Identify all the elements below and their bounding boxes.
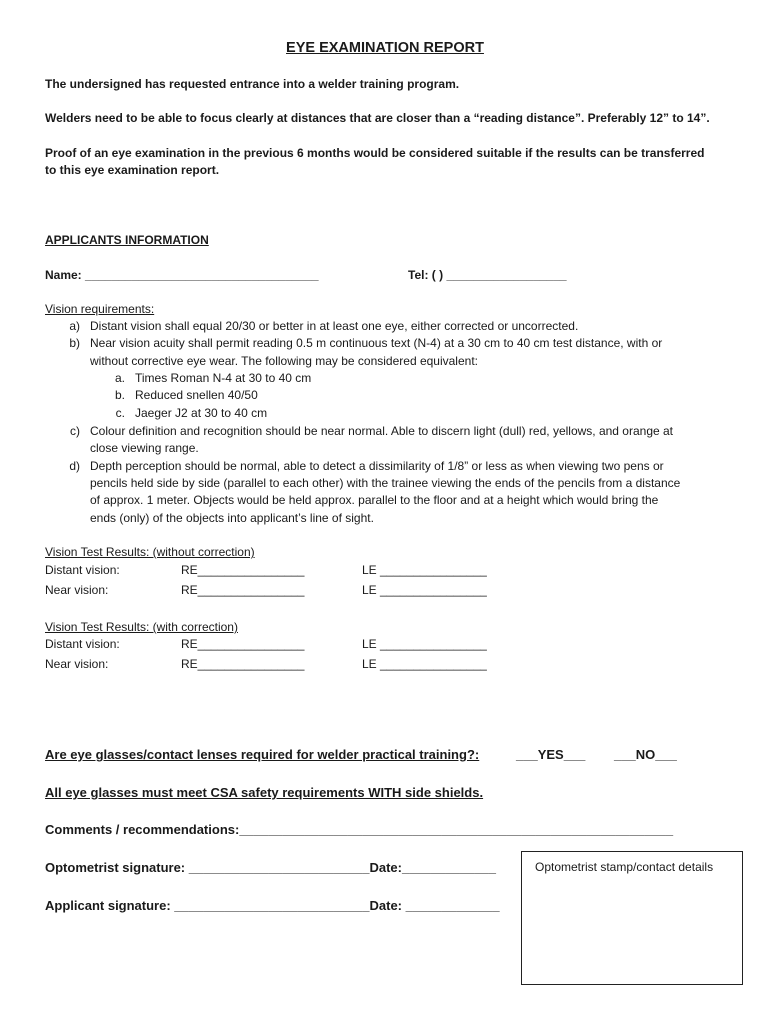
sub-item-b bbox=[45, 388, 258, 402]
near-vision-label: Near vision: bbox=[45, 583, 109, 597]
intro-line-3: Proof of an eye examination in the previous 6 months would be considered suitable if the results can be transferred bbox=[45, 146, 705, 160]
list-marker: d) bbox=[69, 459, 80, 473]
requirement-d-line-4: ends (only) of the objects into applicant’s line of sight. bbox=[90, 511, 374, 525]
applicant-signature-field[interactable]: Applicant signature: ___________________________Date: _____________ bbox=[45, 898, 500, 913]
optometrist-signature-field[interactable]: Optometrist signature: _________________________Date:_____________ bbox=[45, 860, 496, 875]
requirement-text: Depth perception should be normal, able to detect a dissimilarity of 1/8” or less as when viewing two pens or bbox=[90, 459, 664, 473]
requirement-b-line-2: without corrective eye wear. The following may be considered equivalent: bbox=[90, 354, 478, 368]
results-without-heading: Vision Test Results: (without correction) bbox=[45, 545, 255, 559]
yes-option[interactable]: ___YES___ bbox=[516, 747, 586, 762]
near-le-field[interactable]: LE ________________ bbox=[362, 583, 487, 597]
distant-re-corrected-field[interactable]: RE________________ bbox=[181, 637, 305, 651]
tel-field[interactable]: Tel: ( ) __________________ bbox=[408, 268, 567, 282]
requirement-c-line-2: close viewing range. bbox=[90, 441, 199, 455]
near-re-field[interactable]: RE________________ bbox=[181, 583, 305, 597]
requirement-text: Distant vision shall equal 20/30 or better in at least one eye, either corrected or uncorrected. bbox=[90, 319, 579, 333]
near-le-corrected-field[interactable]: LE ________________ bbox=[362, 657, 487, 671]
near-vision-label: Near vision: bbox=[45, 657, 109, 671]
optometrist-stamp-box bbox=[521, 851, 743, 985]
distant-vision-label: Distant vision: bbox=[45, 563, 120, 577]
requirement-a bbox=[45, 319, 578, 333]
csa-note: All eye glasses must meet CSA safety requirements WITH side shields. bbox=[45, 785, 484, 800]
requirement-d bbox=[45, 459, 664, 473]
intro-line-2: Welders need to be able to focus clearly at distances that are closer than a “reading distance”. Preferably 12” to 14”. bbox=[45, 111, 710, 125]
glasses-question: Are eye glasses/contact lenses required for welder practical training?: bbox=[45, 747, 480, 762]
list-marker: b) bbox=[69, 336, 80, 350]
page-title: EYE EXAMINATION REPORT bbox=[286, 40, 484, 56]
applicants-heading: APPLICANTS INFORMATION bbox=[45, 233, 209, 247]
distant-le-corrected-field[interactable]: LE ________________ bbox=[362, 637, 487, 651]
name-field[interactable]: Name: ___________________________________ bbox=[45, 268, 319, 282]
vision-requirements-heading: Vision requirements: bbox=[45, 302, 155, 316]
sub-item-text: Reduced snellen 40/50 bbox=[135, 388, 258, 402]
distant-re-field[interactable]: RE________________ bbox=[181, 563, 305, 577]
requirement-text: Near vision acuity shall permit reading 0.5 m continuous text (N-4) at a 30 cm to 40 cm test distance, with or bbox=[90, 336, 663, 350]
no-option[interactable]: ___NO___ bbox=[614, 747, 677, 762]
requirement-text: Colour definition and recognition should be near normal. Able to discern light (dull) red, yellows, and orange at bbox=[90, 424, 674, 438]
requirement-b bbox=[45, 336, 662, 350]
comments-field[interactable]: Comments / recommendations:____________________________________________________________ bbox=[45, 822, 674, 837]
intro-line-4: to this eye examination report. bbox=[45, 163, 220, 177]
list-marker: c. bbox=[115, 406, 125, 420]
sub-item-c bbox=[45, 406, 267, 420]
list-marker: b. bbox=[114, 388, 125, 402]
list-marker: c) bbox=[70, 424, 80, 438]
requirement-d-line-3: of approx. 1 meter. Objects would be held approx. parallel to the floor and at a height which would bring the bbox=[90, 493, 659, 507]
sub-item-a bbox=[45, 371, 311, 385]
sub-item-text: Jaeger J2 at 30 to 40 cm bbox=[135, 406, 268, 420]
results-with-heading: Vision Test Results: (with correction) bbox=[45, 620, 238, 634]
list-marker: a. bbox=[114, 371, 125, 385]
near-re-corrected-field[interactable]: RE________________ bbox=[181, 657, 305, 671]
list-marker: a) bbox=[69, 319, 80, 333]
distant-le-field[interactable]: LE ________________ bbox=[362, 563, 487, 577]
requirement-d-line-2: pencils held side by side (parallel to each other) with the trainee viewing the ends of the pencils from a distance bbox=[90, 476, 681, 490]
sub-item-text: Times Roman N-4 at 30 to 40 cm bbox=[135, 371, 312, 385]
intro-line-1: The undersigned has requested entrance into a welder training program. bbox=[45, 77, 460, 91]
requirement-c bbox=[45, 424, 673, 438]
stamp-label: Optometrist stamp/contact details bbox=[535, 860, 714, 874]
distant-vision-label: Distant vision: bbox=[45, 637, 120, 651]
